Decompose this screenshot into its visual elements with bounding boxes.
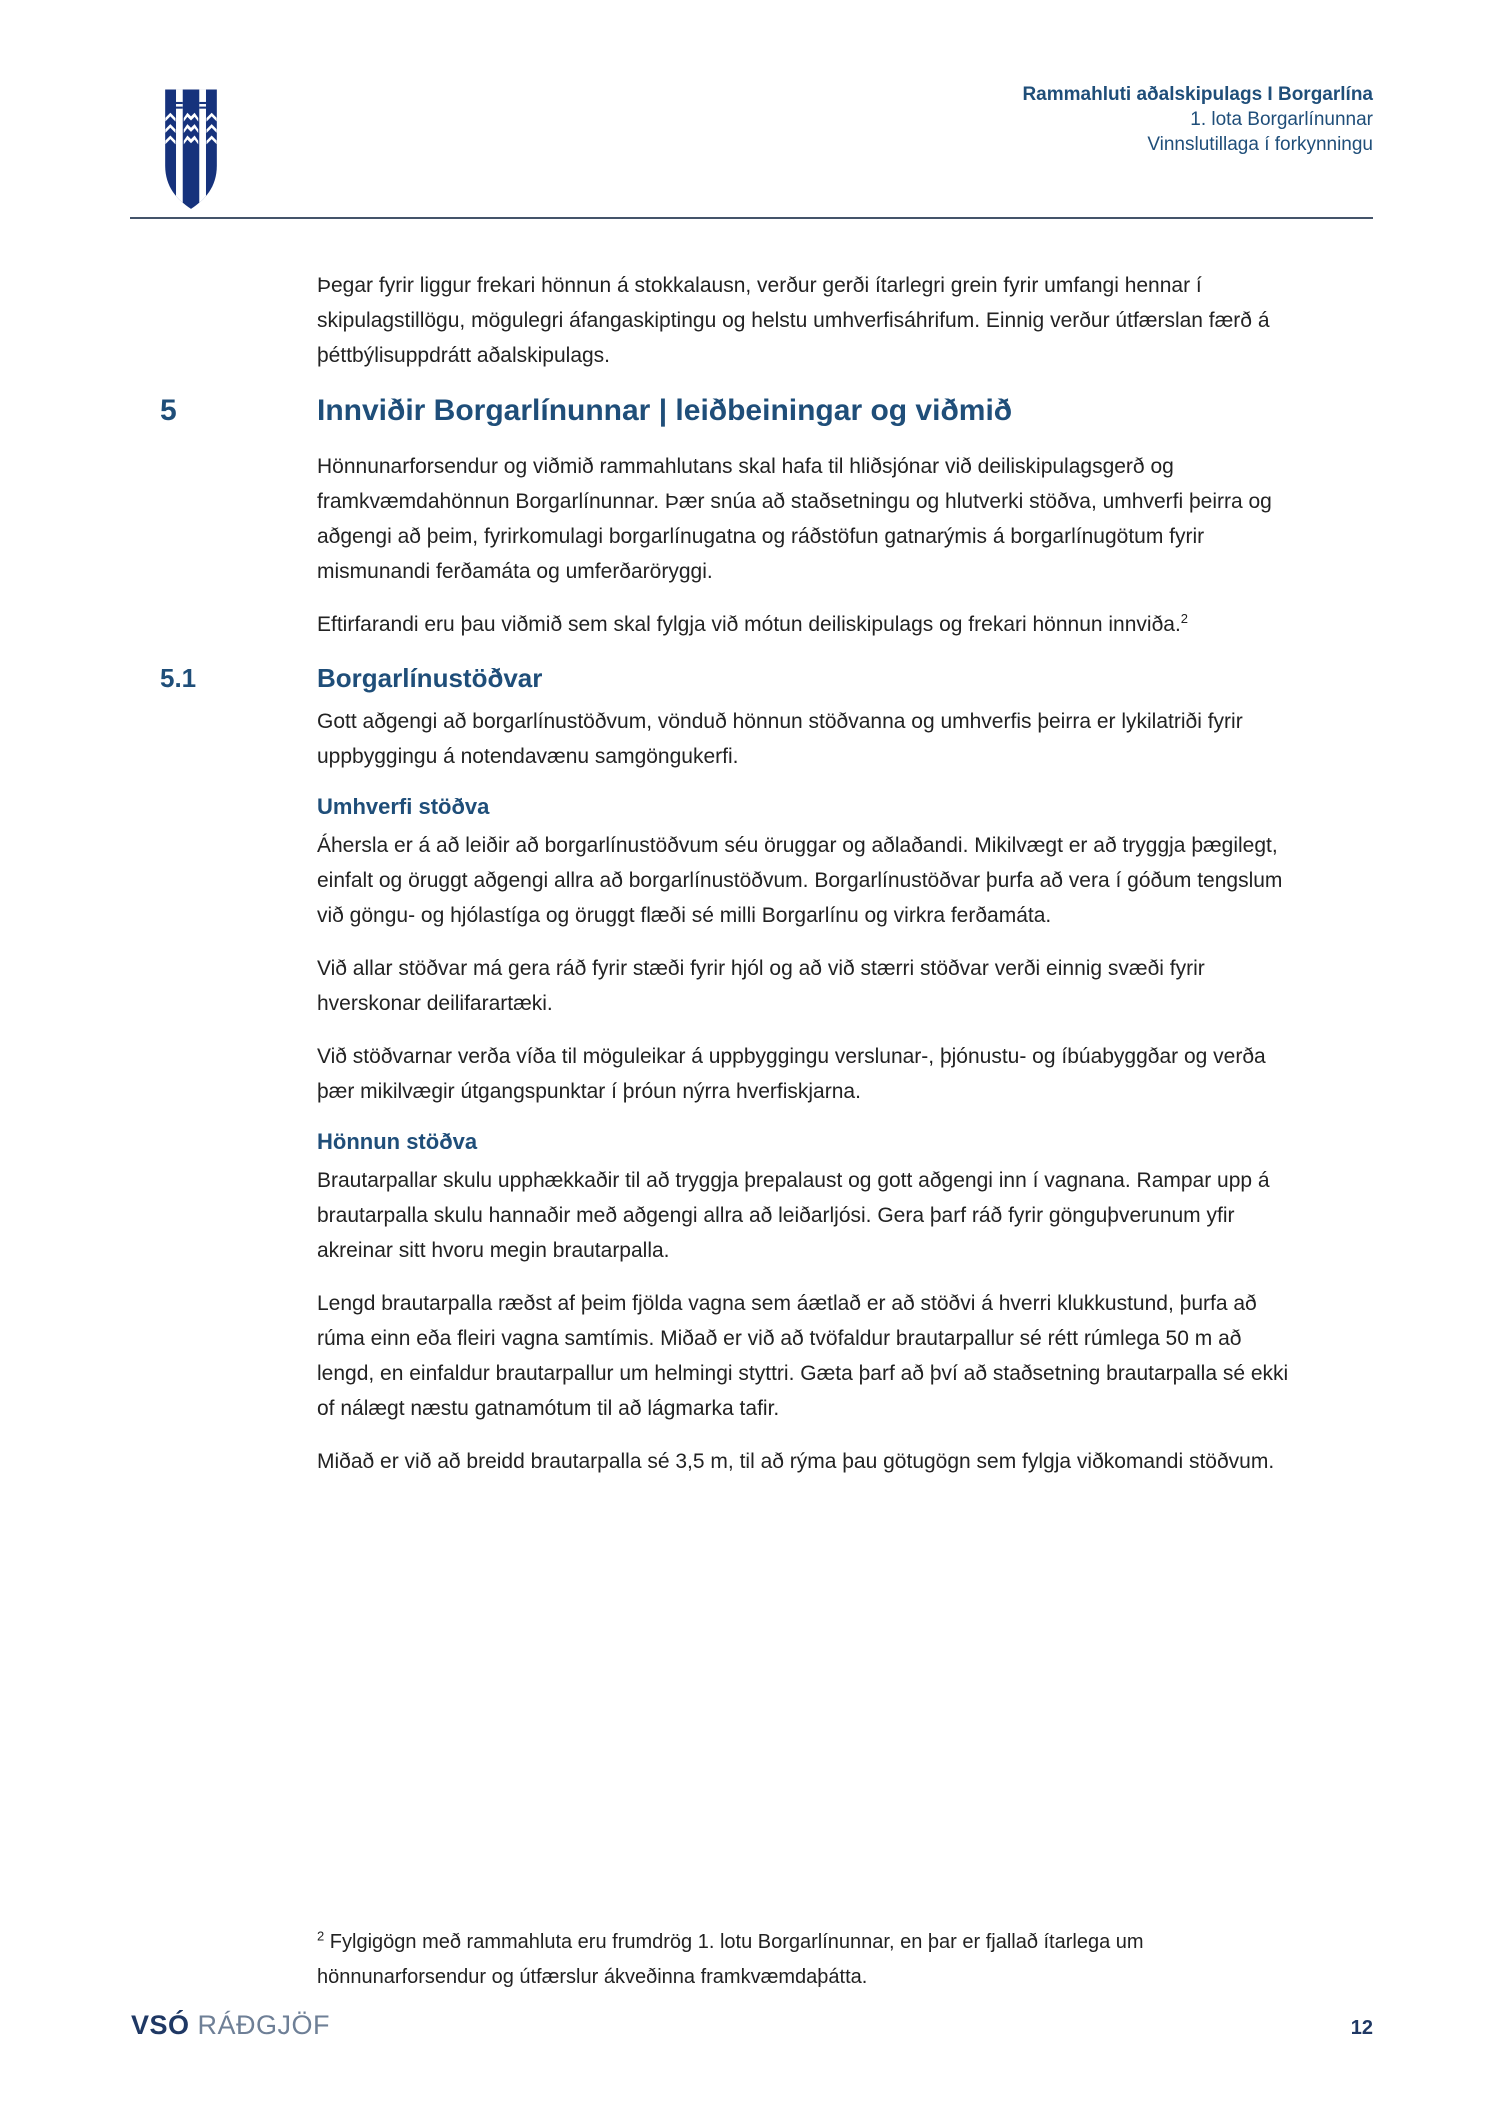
footnote-reference: 2 xyxy=(1180,611,1189,626)
paragraph: Þegar fyrir liggur frekari hönnun á stokkalausn, verður gerði ítarlegri grein fyrir umfangi hennar í skipulagstillögu, mögulegri áfangaskiptingu og helstu umhverfisáhrifum. Einnig verður útfærslan færð á þéttbýlisuppdrátt aðalskipulags. xyxy=(317,274,1270,367)
shield-icon xyxy=(163,88,219,212)
header-title-block xyxy=(1022,82,1373,157)
paragraph-text: Eftirfarandi eru þau viðmið sem skal fylgja við mótun deiliskipulags og frekari hönnun innviða. xyxy=(317,613,1181,636)
paragraph: Lengd brautarpalla ræðst af þeim fjölda vagna sem áætlað er að stöðvi á hverri klukkustund, þurfa að rúma einn eða fleiri vagna samtímis. Miðað er við að tvöfaldur brautarpallur sé rétt rúmlega 50 m að lengd, en einfaldur brautarpallur um helmingi styttri. Gæta þarf að því að staðsetning brautarpalla sé ekki of nálægt næstu gatnamótum til að lágmarka tafir. xyxy=(317,1292,1289,1420)
section-5-heading xyxy=(160,391,1295,431)
paragraph xyxy=(317,607,1295,642)
coat-of-arms-logo xyxy=(163,88,219,212)
footnote xyxy=(317,1925,1302,1995)
paragraph: Miðað er við að breidd brautarpalla sé 3,5 m, til að rýma þau götugögn sem fylgja viðkomandi stöðvum. xyxy=(317,1450,1275,1473)
header-title: Rammahluti aðalskipulags I Borgarlína xyxy=(1022,84,1373,105)
footnote-text: Fylgigögn með rammahluta eru frumdrög 1. lotu Borgarlínunnar, en þar er fjallað ítarlega um hönnunarforsendur og útfærslur ákveðinna framkvæmdaþátta. xyxy=(317,1931,1144,1988)
footer-brand-radgjof: RÁÐGJÖF xyxy=(189,2010,331,2040)
header-divider xyxy=(130,217,1373,219)
page-number: 12 xyxy=(1350,2017,1373,2039)
paragraph: Við allar stöðvar má gera ráð fyrir stæði fyrir hjól og að við stærri stöðvar verði einnig svæði fyrir hverskonar deilifarartæki. xyxy=(317,957,1205,1015)
section-number: 5 xyxy=(160,394,177,427)
footer-brand-vso: VSÓ xyxy=(131,2010,190,2040)
document-body xyxy=(160,268,1295,1497)
paragraph: Brautarpallar skulu upphækkaðir til að tryggja þrepalaust og gott aðgengi inn í vagnana. Rampar upp á brautarpalla skulu hannaðir með aðgengi allra að leiðarljósi. Gera þarf ráð fyrir gönguþverunum yfir akreinar sitt hvoru megin brautarpalla. xyxy=(317,1169,1270,1262)
section-title: Innviðir Borgarlínunnar | leiðbeiningar og viðmið xyxy=(317,394,1013,427)
section-5-1-heading xyxy=(160,660,1295,696)
page-footer xyxy=(131,2010,1373,2041)
paragraph: Áhersla er á að leiðir að borgarlínustöðvum séu öruggar og aðlaðandi. Mikilvægt er að tryggja þægilegt, einfalt og öruggt aðgengi allra að borgarlínustöðvum. Borgarlínustöðvar þurfa að vera í góðum tengslum við göngu- og hjólastíga og öruggt flæði sé milli Borgarlínu og virkra ferðamáta. xyxy=(317,834,1283,927)
paragraph: Gott aðgengi að borgarlínustöðvum, vönduð hönnun stöðvanna og umhverfis þeirra er lykilatriði fyrir uppbyggingu á notendavænu samgöngukerfi. xyxy=(317,710,1243,768)
header-subtitle-1: 1. lota Borgarlínunnar xyxy=(1190,109,1373,130)
subsection-heading-umhverfi: Umhverfi stöðva xyxy=(317,794,490,819)
section-number: 5.1 xyxy=(160,663,197,693)
section-title: Borgarlínustöðvar xyxy=(317,663,543,693)
paragraph: Hönnunarforsendur og viðmið rammahlutans skal hafa til hliðsjónar við deiliskipulagsgerð og framkvæmdahönnun Borgarlínunnar. Þær snúa að staðsetningu og hlutverki stöðva, umhverfi þeirra og aðgengi að þeim, fyrirkomulagi borgarlínugatna og ráðstöfun gatnarýmis á borgarlínugötum fyrir mismunandi ferðamáta og umferðaröryggi. xyxy=(317,455,1272,583)
footer-brand xyxy=(131,2010,330,2041)
subsection-heading-honnun: Hönnun stöðva xyxy=(317,1129,478,1154)
paragraph: Við stöðvarnar verða víða til möguleikar á uppbyggingu verslunar-, þjónustu- og íbúabyggðar og verða þær mikilvægir útgangspunktar í þróun nýrra hverfiskjarna. xyxy=(317,1045,1266,1103)
header-subtitle-2: Vinnslutillaga í forkynningu xyxy=(1147,134,1373,155)
footnote-marker: 2 xyxy=(317,1928,325,1944)
